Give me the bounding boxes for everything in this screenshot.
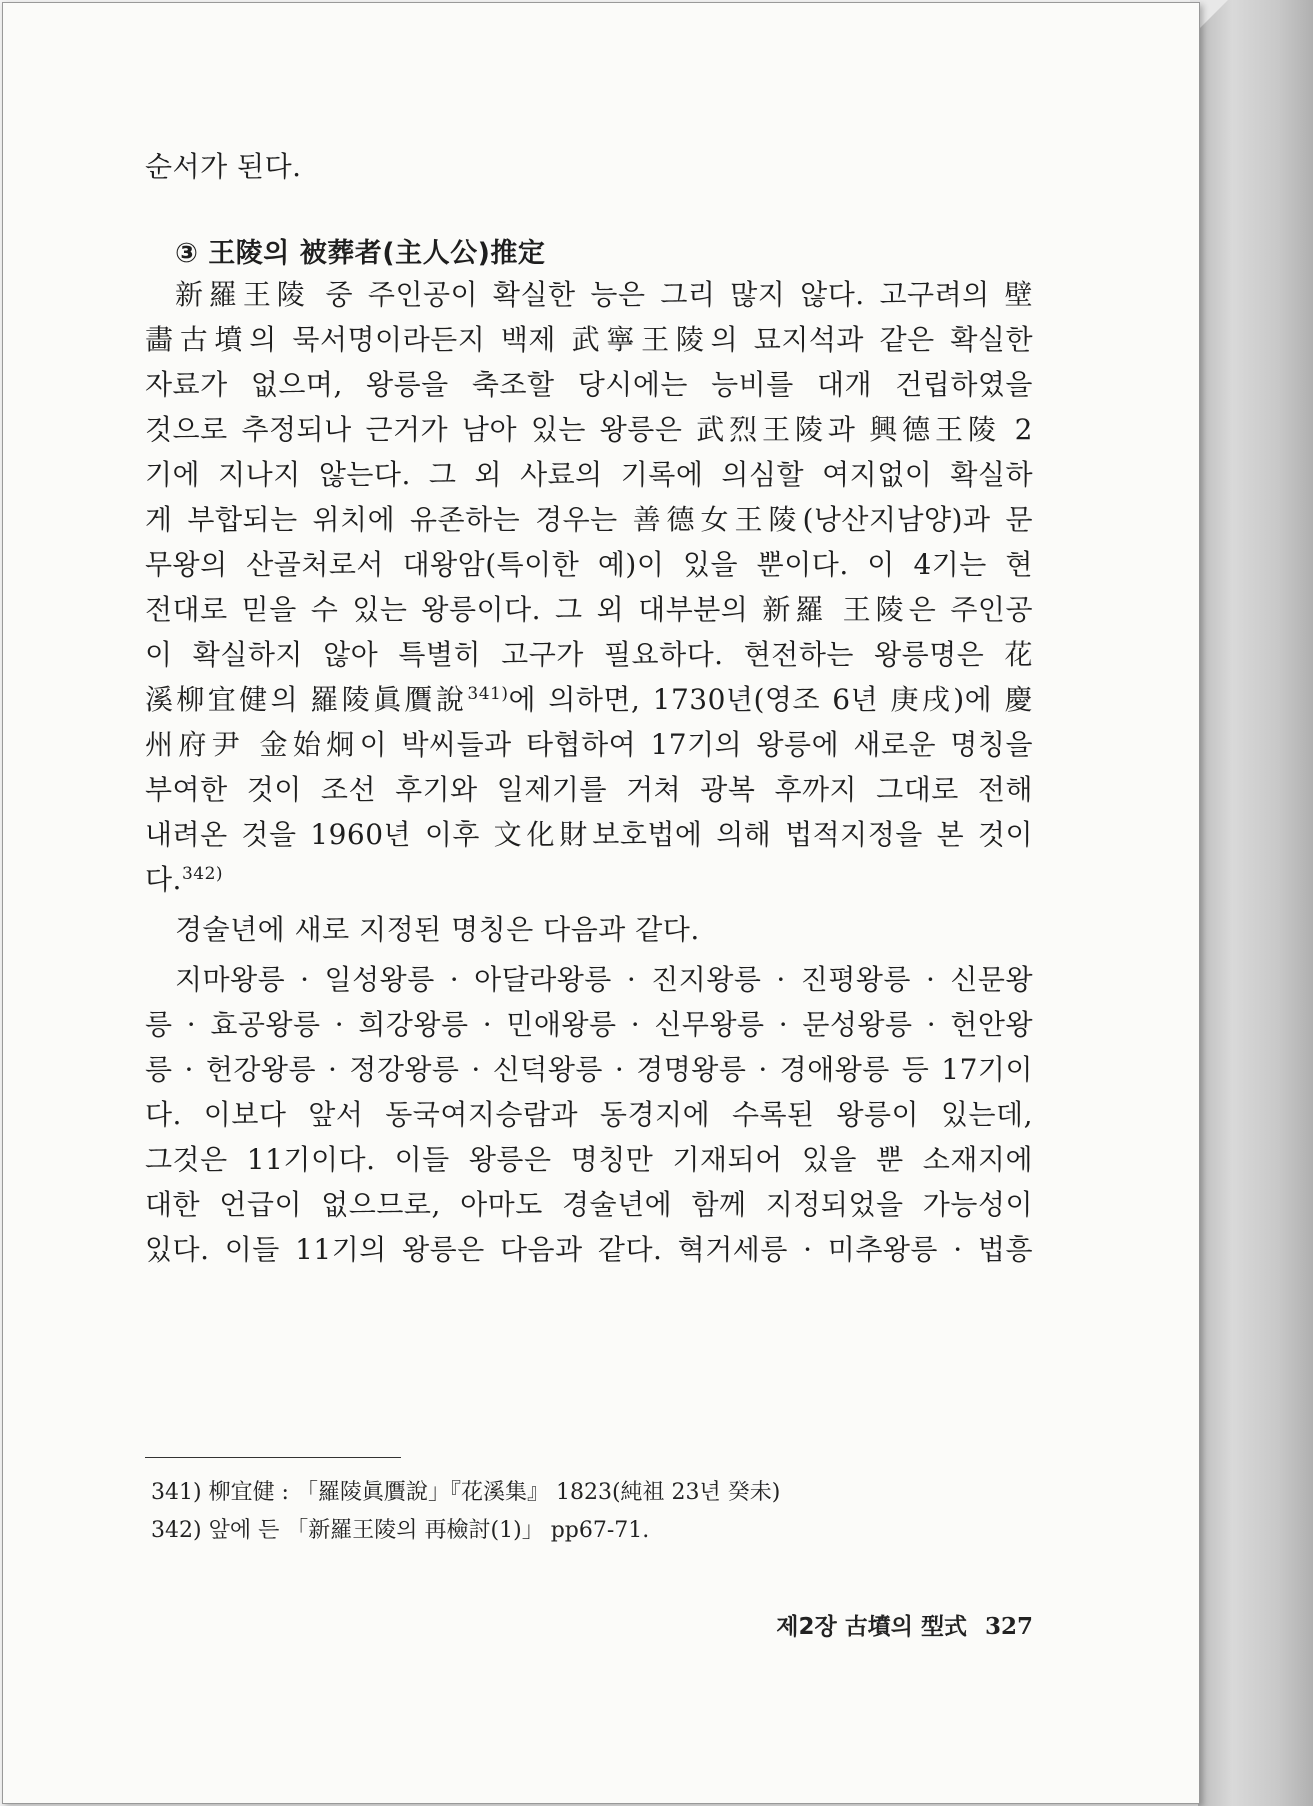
paragraph3-line-7: 있다. 이들 11기의 왕릉은 다음과 같다. 혁거세릉 · 미추왕릉 · 법흥 bbox=[145, 1233, 1033, 1266]
paragraph1-line-4: 것으로 추정되나 근거가 남아 있는 왕릉은 武烈王陵과 興德王陵 2 bbox=[145, 413, 1033, 446]
paragraph3-line-1: 지마왕릉 · 일성왕릉 · 아달라왕릉 · 진지왕릉 · 진평왕릉 · 신문왕 bbox=[175, 963, 1033, 996]
paragraph1-line-10 bbox=[145, 678, 1033, 718]
footnote-341: 341) 柳宜健 : 「羅陵眞贋說」『花溪集』 1823(純祖 23년 癸未) bbox=[151, 1480, 781, 1505]
paragraph3-line-2: 릉 · 효공왕릉 · 희강왕릉 · 민애왕릉 · 신무왕릉 · 문성왕릉 · 헌안왕 bbox=[145, 1008, 1033, 1041]
footnote-ref-342[interactable]: 342) bbox=[181, 864, 224, 884]
paragraph3-line-4: 다. 이보다 앞서 동국여지승람과 동경지에 수록된 왕릉이 있는데, bbox=[145, 1098, 1033, 1131]
paragraph1-line-11: 州府尹 金始炯이 박씨들과 타협하여 17기의 왕릉에 새로운 명칭을 bbox=[145, 728, 1033, 761]
paragraph1-line-9: 이 확실하지 않아 특별히 고구가 필요하다. 현전하는 왕릉명은 花 bbox=[145, 638, 1033, 671]
opening-line: 순서가 된다. bbox=[145, 150, 302, 183]
running-footer bbox=[776, 1608, 1033, 1641]
paragraph1-last-line bbox=[145, 858, 223, 898]
page-number: 327 bbox=[984, 1613, 1033, 1640]
last-word: 다. bbox=[145, 863, 182, 896]
section-heading: ③ 王陵의 被葬者(主人公)推定 bbox=[175, 238, 546, 269]
paragraph1-line-8: 전대로 믿을 수 있는 왕릉이다. 그 외 대부분의 新羅 王陵은 주인공 bbox=[145, 593, 1033, 626]
paragraph3-line-6: 대한 언급이 없으므로, 아마도 경술년에 함께 지정되었을 가능성이 bbox=[145, 1188, 1033, 1221]
paragraph1-line-7: 무왕의 산골처로서 대왕암(특이한 예)이 있을 뿐이다. 이 4기는 현 bbox=[145, 548, 1033, 581]
paragraph3-line-3: 릉 · 헌강왕릉 · 정강왕릉 · 신덕왕릉 · 경명왕릉 · 경애왕릉 등 17기이 bbox=[145, 1053, 1033, 1086]
footnote-ref-341[interactable]: 341) bbox=[467, 684, 509, 704]
paragraph1-line-3: 자료가 없으며, 왕릉을 축조할 당시에는 능비를 대개 건립하였을 bbox=[145, 368, 1033, 401]
footnote-342: 342) 앞에 든 「新羅王陵의 再檢討(1)」 pp67-71. bbox=[151, 1518, 650, 1543]
paragraph1-line-1: 新羅王陵 중 주인공이 확실한 능은 그리 많지 않다. 고구려의 壁 bbox=[175, 278, 1033, 311]
paragraph1-line-12: 부여한 것이 조선 후기와 일제기를 거쳐 광복 후까지 그대로 전해 bbox=[145, 773, 1033, 806]
footnote-divider bbox=[145, 1457, 401, 1458]
document-page bbox=[2, 2, 1200, 1804]
paragraph1-line-13: 내려온 것을 1960년 이후 文化財보호법에 의해 법적지정을 본 것이 bbox=[145, 818, 1033, 851]
paragraph3-line-5: 그것은 11기이다. 이들 왕릉은 명칭만 기재되어 있을 뿐 소재지에 bbox=[145, 1143, 1033, 1176]
paragraph1-line-2: 畵古墳의 묵서명이라든지 백제 武寧王陵의 묘지석과 같은 확실한 bbox=[145, 323, 1033, 356]
paragraph1-line-5: 기에 지나지 않는다. 그 외 사료의 기록에 의심할 여지없이 확실하 bbox=[145, 458, 1033, 491]
text-before-footnote-341: 溪柳宜健의 羅陵眞贋說 bbox=[145, 683, 468, 716]
text-after-footnote-341: 에 의하면, 1730년(영조 6년 庚戌)에 慶 bbox=[508, 683, 1033, 716]
paragraph1-line-6: 게 부합되는 위치에 유존하는 경우는 善德女王陵(낭산지남양)과 문 bbox=[145, 503, 1033, 536]
chapter-title: 제2장 古墳의 型式 bbox=[776, 1614, 967, 1640]
paragraph2: 경술년에 새로 지정된 명칭은 다음과 같다. bbox=[175, 913, 700, 946]
page-edge-thickness bbox=[1198, 0, 1313, 1806]
